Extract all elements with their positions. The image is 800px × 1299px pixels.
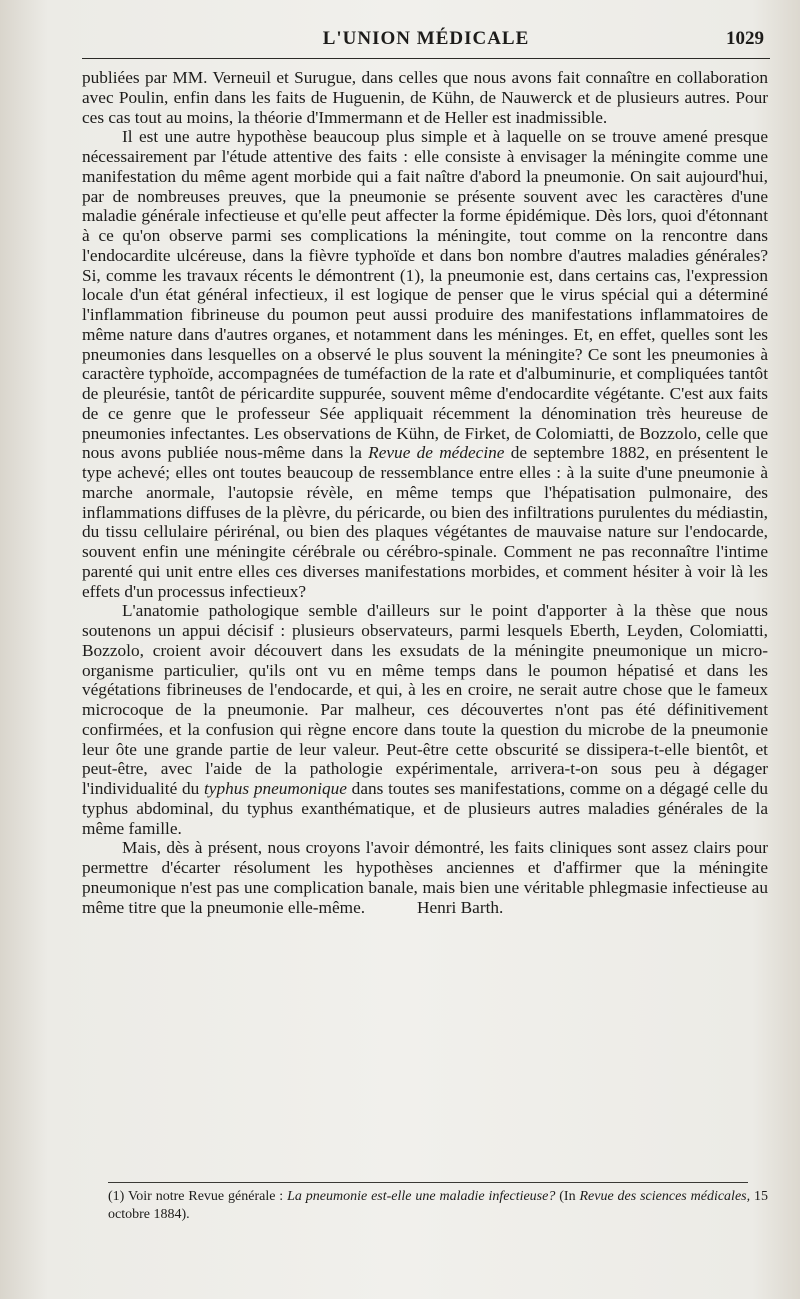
author-signature [369,898,503,917]
paragraph-3-text-a: L'anatomie pathologique semble d'ailleurs sur le point d'apporter à la thèse que nous soutenons un appui décisif : plusieurs observateurs, parmi lesquels Eberth, Leyden, Colomiatti, Bozzolo, croient avoir découvert dans les exsudats de la méningite pneumonique un micro-organisme particulier, qu'ils ont vu en même temps dans le poumon hépatisé et dans les végétations fibrineuses de l'endocarde, et qui, à les en croire, ne serait autre chose que le fameux microcoque de la pneumonie. Par malheur, ces découvertes n'ont pas été définitivement confirmées, et la confusion qui règne encore dans toute la question du microbe de la pneumonie leur ôte une grande partie de leur valeur. Peut-être cette obscurité se dissipera-t-elle bientôt, et peut-être, avec l'aide de la pathologie expérimentale, arrivera-t-on sous peu à dégager l'individualité du [82,601,768,798]
article-body [82,68,768,917]
paragraph-4-text: Mais, dès à présent, nous croyons l'avoir démontré, les faits cliniques sont assez clairs pour permettre d'écarter résolument les hypothèses anciennes et d'affirmer que la méningite pneumonique n'est pas une complication banale, mais bien une véritable phlegmasie infectieuse au même titre que la pneumonie elle-même. [82,838,768,917]
paragraph-3 [82,601,768,838]
paragraph-3-text-b: dans toutes ses manifestations, comme on a dégagé celle du typhus abdominal, du typhus exanthématique, et de plusieurs autres maladies générales de la même famille. [82,779,768,838]
footnote [108,1188,768,1224]
running-header [82,24,770,60]
disease-term-italic: typhus pneumonique [204,779,347,798]
paragraph-1-text: publiées par MM. Verneuil et Surugue, dans celles que nous avons fait connaître en collaboration avec Poulin, enfin dans les faits de Huguenin, de Kühn, de Nauwerck et de plusieurs autres. Pour ces cas tout au moins, la théorie d'Immermann et de Heller est inadmissible. [82,68,768,127]
footnote-journal-italic: Revue des sciences médicales, [579,1189,751,1204]
author-name: Henri Barth. [416,897,504,917]
header-rule [82,58,770,59]
paragraph-2 [82,127,768,601]
paragraph-2-text-a: Il est une autre hypothèse beaucoup plus simple et à laquelle on se trouve amené presque nécessairement par l'étude attentive des faits : elle consiste à envisager la méningite comme une manifestation du même agent morbide qui a fait naître d'abord la pneumonie. On sait aujourd'hui, par de nombreuses preuves, que la pneumonie se présente souvent avec les caractères d'une maladie générale infectieuse et qu'elle peut affecter la forme épidémique. Dès lors, quoi d'étonnant à ce qu'on observe parmi ses complications la méningite, tout comme on la rencontre dans l'endocardite ulcéreuse, dans la fièvre typhoïde et dans bon nombre d'autres maladies générales? Si, comme les travaux récents le démontrent (1), la pneumonie est, dans certains cas, l'expression locale d'un état général infectieux, il est logique de penser que le virus spécial qui a déterminé l'inflammation fibrineuse du poumon peut aussi produire des manifestations inflammatoires de même nature dans d'autres organes, et notamment dans les méninges. Et, en effet, quelles sont les pneumonies dans lesquelles on a observé le plus souvent la méningite? Ce sont les pneumonies à caractère typhoïde, accompagnées de tuméfaction de la rate et d'albuminurie, et compliquées tantôt de pleurésie, tantôt de péricardite suppurée, souvent même d'endocardite végétante. C'est aux faits de ce genre que le professeur Sée appliquait récemment la dénomination très heureuse de pneumonies infectantes. Les observations de Kühn, de Firket, de Colomiatti, de Bozzolo, celle que nous avons publiée nous-même dans la [82,127,768,463]
journal-citation-italic: Revue de médecine [368,443,505,463]
footnote-text-a: (1) Voir notre Revue générale : [108,1189,288,1204]
paragraph-2-text-b: de septembre 1882, en présentent le type achevé; elles ont toutes beaucoup de ressemblance entre elles : à la suite d'une pneumonie à marche anormale, l'autopsie révèle, en même temps que l'hépatisation pulmonaire, des inflammations diffuses de la plèvre, du péricarde, ou bien des infiltrations purulentes du médiastin, du tissu cellulaire périrénal, ou bien des plaques végétantes de mauvaise nature sur l'endocarde, souvent enfin une méningite cérébrale ou cérébro-spinale. Comment ne pas reconnaître l'intime parenté qui unit entre elles ces diverses manifestations morbides, et comment hésiter à voir là les effets d'un processus infectieux? [82,443,768,601]
paragraph-1 [82,68,768,127]
footnote-text-c: 15 octobre 1884). [108,1189,768,1222]
footnote-text-b: (In [555,1189,580,1204]
page-number: 1029 [726,28,764,49]
journal-title: L'UNION MÉDICALE [322,28,530,49]
paragraph-4 [82,838,768,917]
footnote-title-italic: La pneumonie est-elle une maladie infectieuse? [287,1189,556,1204]
footnote-rule [108,1182,748,1183]
